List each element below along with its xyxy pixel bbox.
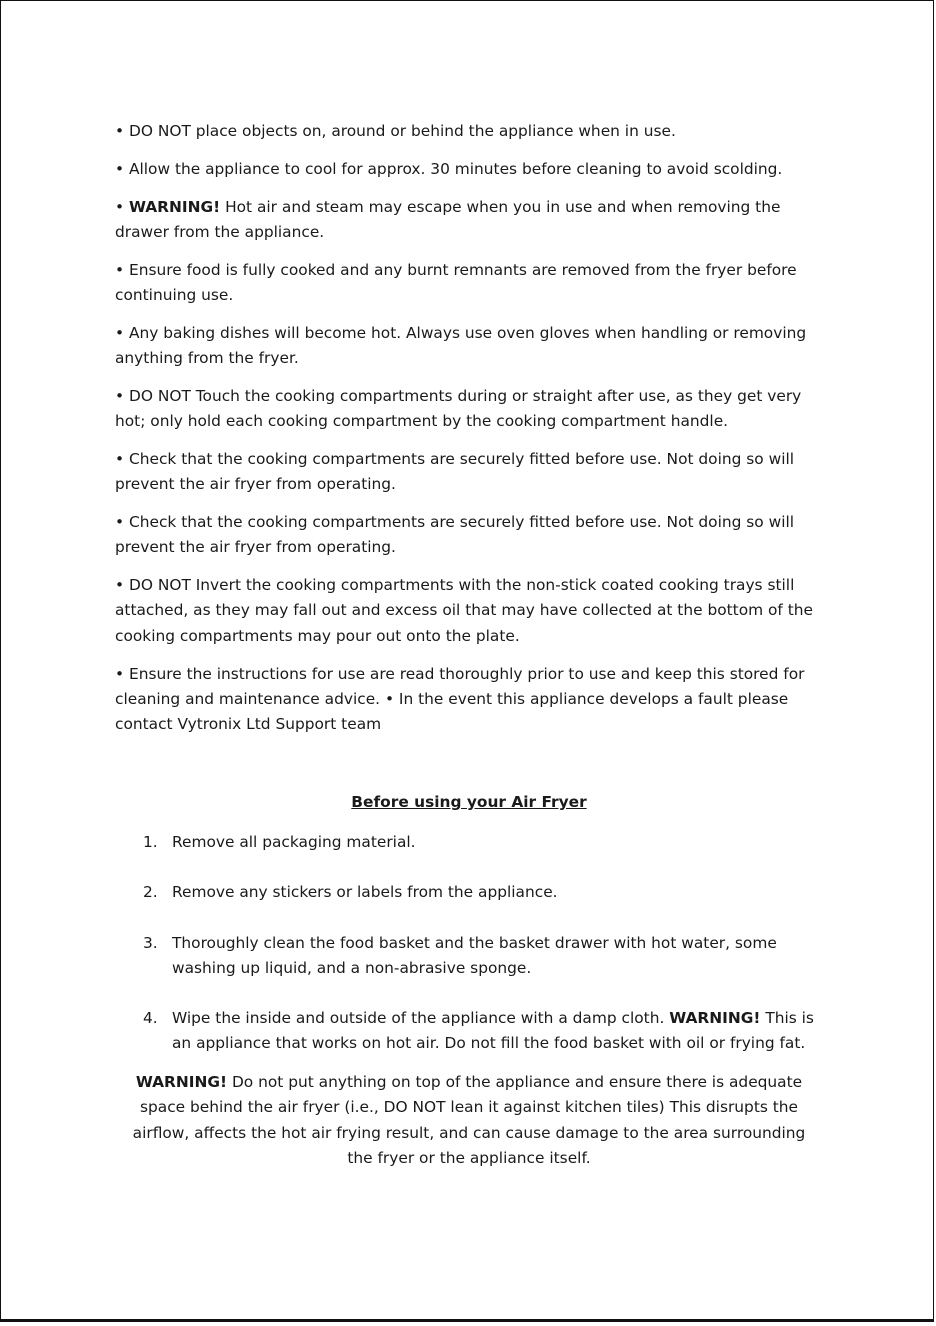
safety-item: • DO NOT Invert the cooking compartments with the non-stick coated cooking trays still attached, as they may fall out and excess oil that may have collected at the bottom of the cooking compartments may pour out onto the plate. — [115, 576, 813, 645]
safety-item: • Ensure the instructions for use are read thoroughly prior to use and keep this stored for cleaning and maintenance advice. • In the event this appliance develops a fault please contact Vytronix Ltd Support team — [115, 664, 805, 734]
safety-item-warning: • WARNING! Hot air and steam may escape when you in use and when removing the drawer from the appliance. — [115, 197, 781, 241]
safety-item: • Any baking dishes will become hot. Always use oven gloves when handling or removing anything from the fryer. — [115, 323, 807, 368]
section-heading: Before using your Air Fryer — [351, 793, 587, 811]
step-text: Thoroughly clean the food basket and the basket drawer with hot water, some washing up liquid, and a non-abrasive sponge. — [172, 933, 777, 977]
safety-item: • Ensure food is fully cooked and any burnt remnants are removed from the fryer before continuing use. — [115, 260, 797, 304]
list-item — [143, 830, 823, 855]
list-item — [143, 880, 823, 905]
step-text: Remove all packaging material. — [172, 833, 416, 851]
final-warning: WARNING! Do not put anything on top of the appliance and ensure there is adequate space behind the air fryer (i.e., DO NOT lean it against kitchen tiles) This disrupts the airflow, affects the hot air frying result, and can cause damage to the area surrounding the fryer or the appliance itself. — [132, 1073, 806, 1167]
step-number: 4. — [143, 1009, 158, 1028]
warning-label: WARNING! — [135, 1073, 228, 1091]
safety-item: • DO NOT Touch the cooking compartments during or straight after use, as they get very hot; only hold each cooking compartment by the cooking compartment handle. — [115, 386, 802, 431]
step-text-continued: This is an appliance that works on hot air. Do not fill the food basket with oil or frying fat. — [172, 1009, 814, 1053]
step-number: 3. — [143, 933, 158, 952]
safety-instructions — [115, 119, 823, 750]
warning-label: WARNING! — [669, 1009, 761, 1028]
step-text: Wipe the inside and outside of the appliance with a damp cloth. — [172, 1009, 670, 1028]
safety-item: • Allow the appliance to cool for approx. 30 minutes before cleaning to avoid scolding. — [115, 159, 783, 178]
setup-steps-list — [143, 830, 823, 1057]
safety-item: • DO NOT place objects on, around or behind the appliance when in use. — [115, 122, 676, 140]
step-number: 2. — [143, 883, 158, 902]
warning-label: WARNING! — [128, 197, 221, 216]
safety-item: • Check that the cooking compartments are securely fitted before use. Not doing so will prevent the air fryer from operating. — [115, 513, 795, 557]
list-item — [143, 1006, 823, 1057]
safety-item: • Check that the cooking compartments are securely fitted before use. Not doing so will prevent the air fryer from operating. — [115, 449, 795, 494]
step-number: 1. — [143, 833, 158, 851]
list-item — [143, 931, 823, 982]
step-text: Remove any stickers or labels from the appliance. — [172, 883, 558, 902]
